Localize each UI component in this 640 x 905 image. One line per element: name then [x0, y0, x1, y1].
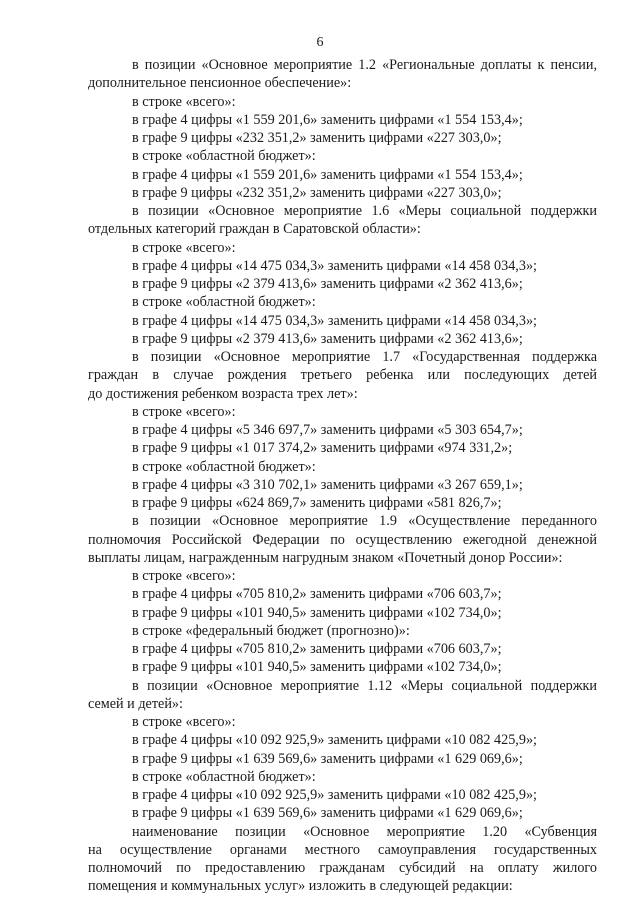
text-line: в строке «всего»: — [132, 239, 236, 256]
text-line: в графе 4 цифры «705 810,2» заменить цифрами «706 603,7»; — [132, 586, 502, 603]
text-line: выплаты лицам, награжденным нагрудным знаком «Почетный донор России»: — [88, 549, 563, 566]
text-line: в строке «областной бюджет»: — [132, 458, 316, 475]
text-line: дополнительное пенсионное обеспечение»: — [88, 75, 352, 92]
text-line: в графе 9 цифры «1 017 374,2» заменить цифрами «974 331,2»; — [132, 440, 513, 457]
text-line: в графе 4 цифры «705 810,2» заменить цифрами «706 603,7»; — [132, 641, 502, 657]
text-line: в графе 9 цифры «101 940,5» заменить цифрами «102 734,0»; — [132, 604, 502, 621]
text-line: полномочий по предоставлению гражданам субсидий на оплату жилого — [88, 860, 597, 876]
text-line: в графе 4 цифры «5 346 697,7» заменить цифрами «5 303 654,7»; — [132, 422, 523, 438]
text-line: отдельных категорий граждан в Саратовской области»: — [88, 221, 421, 238]
text-line: в строке «всего»: — [132, 93, 236, 110]
text-line: в графе 4 цифры «14 475 034,3» заменить цифрами «14 458 034,3»; — [132, 257, 537, 274]
document-body — [88, 56, 597, 896]
text-line: граждан в случае рождения третьего ребенка или последующих детей — [88, 367, 597, 384]
text-line: в графе 9 цифры «1 639 569,6» заменить цифрами «1 629 069,6»; — [132, 750, 523, 767]
text-line: в графе 9 цифры «2 379 413,6» заменить цифрами «2 362 413,6»; — [132, 276, 523, 292]
text-line: в строке «областной бюджет»: — [132, 294, 316, 311]
text-line: в строке «федеральный бюджет (прогнозно)»: — [132, 622, 410, 639]
text-line: в графе 4 цифры «3 310 702,1» заменить цифрами «3 267 659,1»; — [132, 476, 523, 493]
text-line: в графе 4 цифры «10 092 925,9» заменить цифрами «10 082 425,9»; — [132, 787, 537, 803]
text-line: в графе 4 цифры «1 559 201,6» заменить цифрами «1 554 153,4»; — [132, 111, 523, 128]
text-line: на осуществление органами местного самоуправления государственных — [88, 841, 597, 858]
text-line: в графе 4 цифры «14 475 034,3» заменить цифрами «14 458 034,3»; — [132, 312, 537, 329]
text-line: в графе 9 цифры «232 351,2» заменить цифрами «227 303,0»; — [132, 184, 502, 201]
text-line: в графе 9 цифры «1 639 569,6» заменить цифрами «1 629 069,6»; — [132, 805, 523, 822]
text-line: в графе 9 цифры «232 351,2» заменить цифрами «227 303,0»; — [132, 130, 502, 146]
text-line: в позиции «Основное мероприятие 1.2 «Региональные доплаты к пенсии, — [132, 57, 597, 73]
text-line: в позиции «Основное мероприятие 1.6 «Меры социальной поддержки — [132, 203, 597, 219]
text-line: в строке «всего»: — [132, 714, 236, 730]
text-line: в строке «областной бюджет»: — [132, 148, 316, 165]
text-line: в графе 4 цифры «1 559 201,6» заменить цифрами «1 554 153,4»; — [132, 166, 523, 183]
text-line: в позиции «Основное мероприятие 1.7 «Государственная поддержка — [132, 349, 597, 365]
text-line: полномочия Российской Федерации по осуществлению ежегодной денежной — [88, 531, 597, 548]
text-line: семей и детей»: — [88, 695, 183, 712]
text-line: в графе 4 цифры «10 092 925,9» заменить цифрами «10 082 425,9»; — [132, 732, 537, 749]
text-line: в графе 9 цифры «101 940,5» заменить цифрами «102 734,0»; — [132, 659, 502, 676]
text-line: в строке «всего»: — [132, 568, 236, 584]
text-line: в позиции «Основное мероприятие 1.12 «Меры социальной поддержки — [132, 677, 597, 694]
text-line: наименование позиции «Основное мероприятие 1.20 «Субвенция — [132, 823, 597, 840]
text-line: в позиции «Основное мероприятие 1.9 «Осуществление переданного — [132, 513, 597, 530]
text-line: в графе 9 цифры «624 869,7» заменить цифрами «581 826,7»; — [132, 495, 502, 511]
text-line: в строке «всего»: — [132, 403, 236, 420]
text-line: помещения и коммунальных услуг» изложить в следующей редакции: — [88, 878, 513, 895]
page-number: 6 — [316, 35, 324, 50]
text-line: в строке «областной бюджет»: — [132, 768, 316, 785]
text-line: до достижения ребенком возраста трех лет»: — [88, 385, 358, 402]
text-line: в графе 9 цифры «2 379 413,6» заменить цифрами «2 362 413,6»; — [132, 330, 523, 347]
